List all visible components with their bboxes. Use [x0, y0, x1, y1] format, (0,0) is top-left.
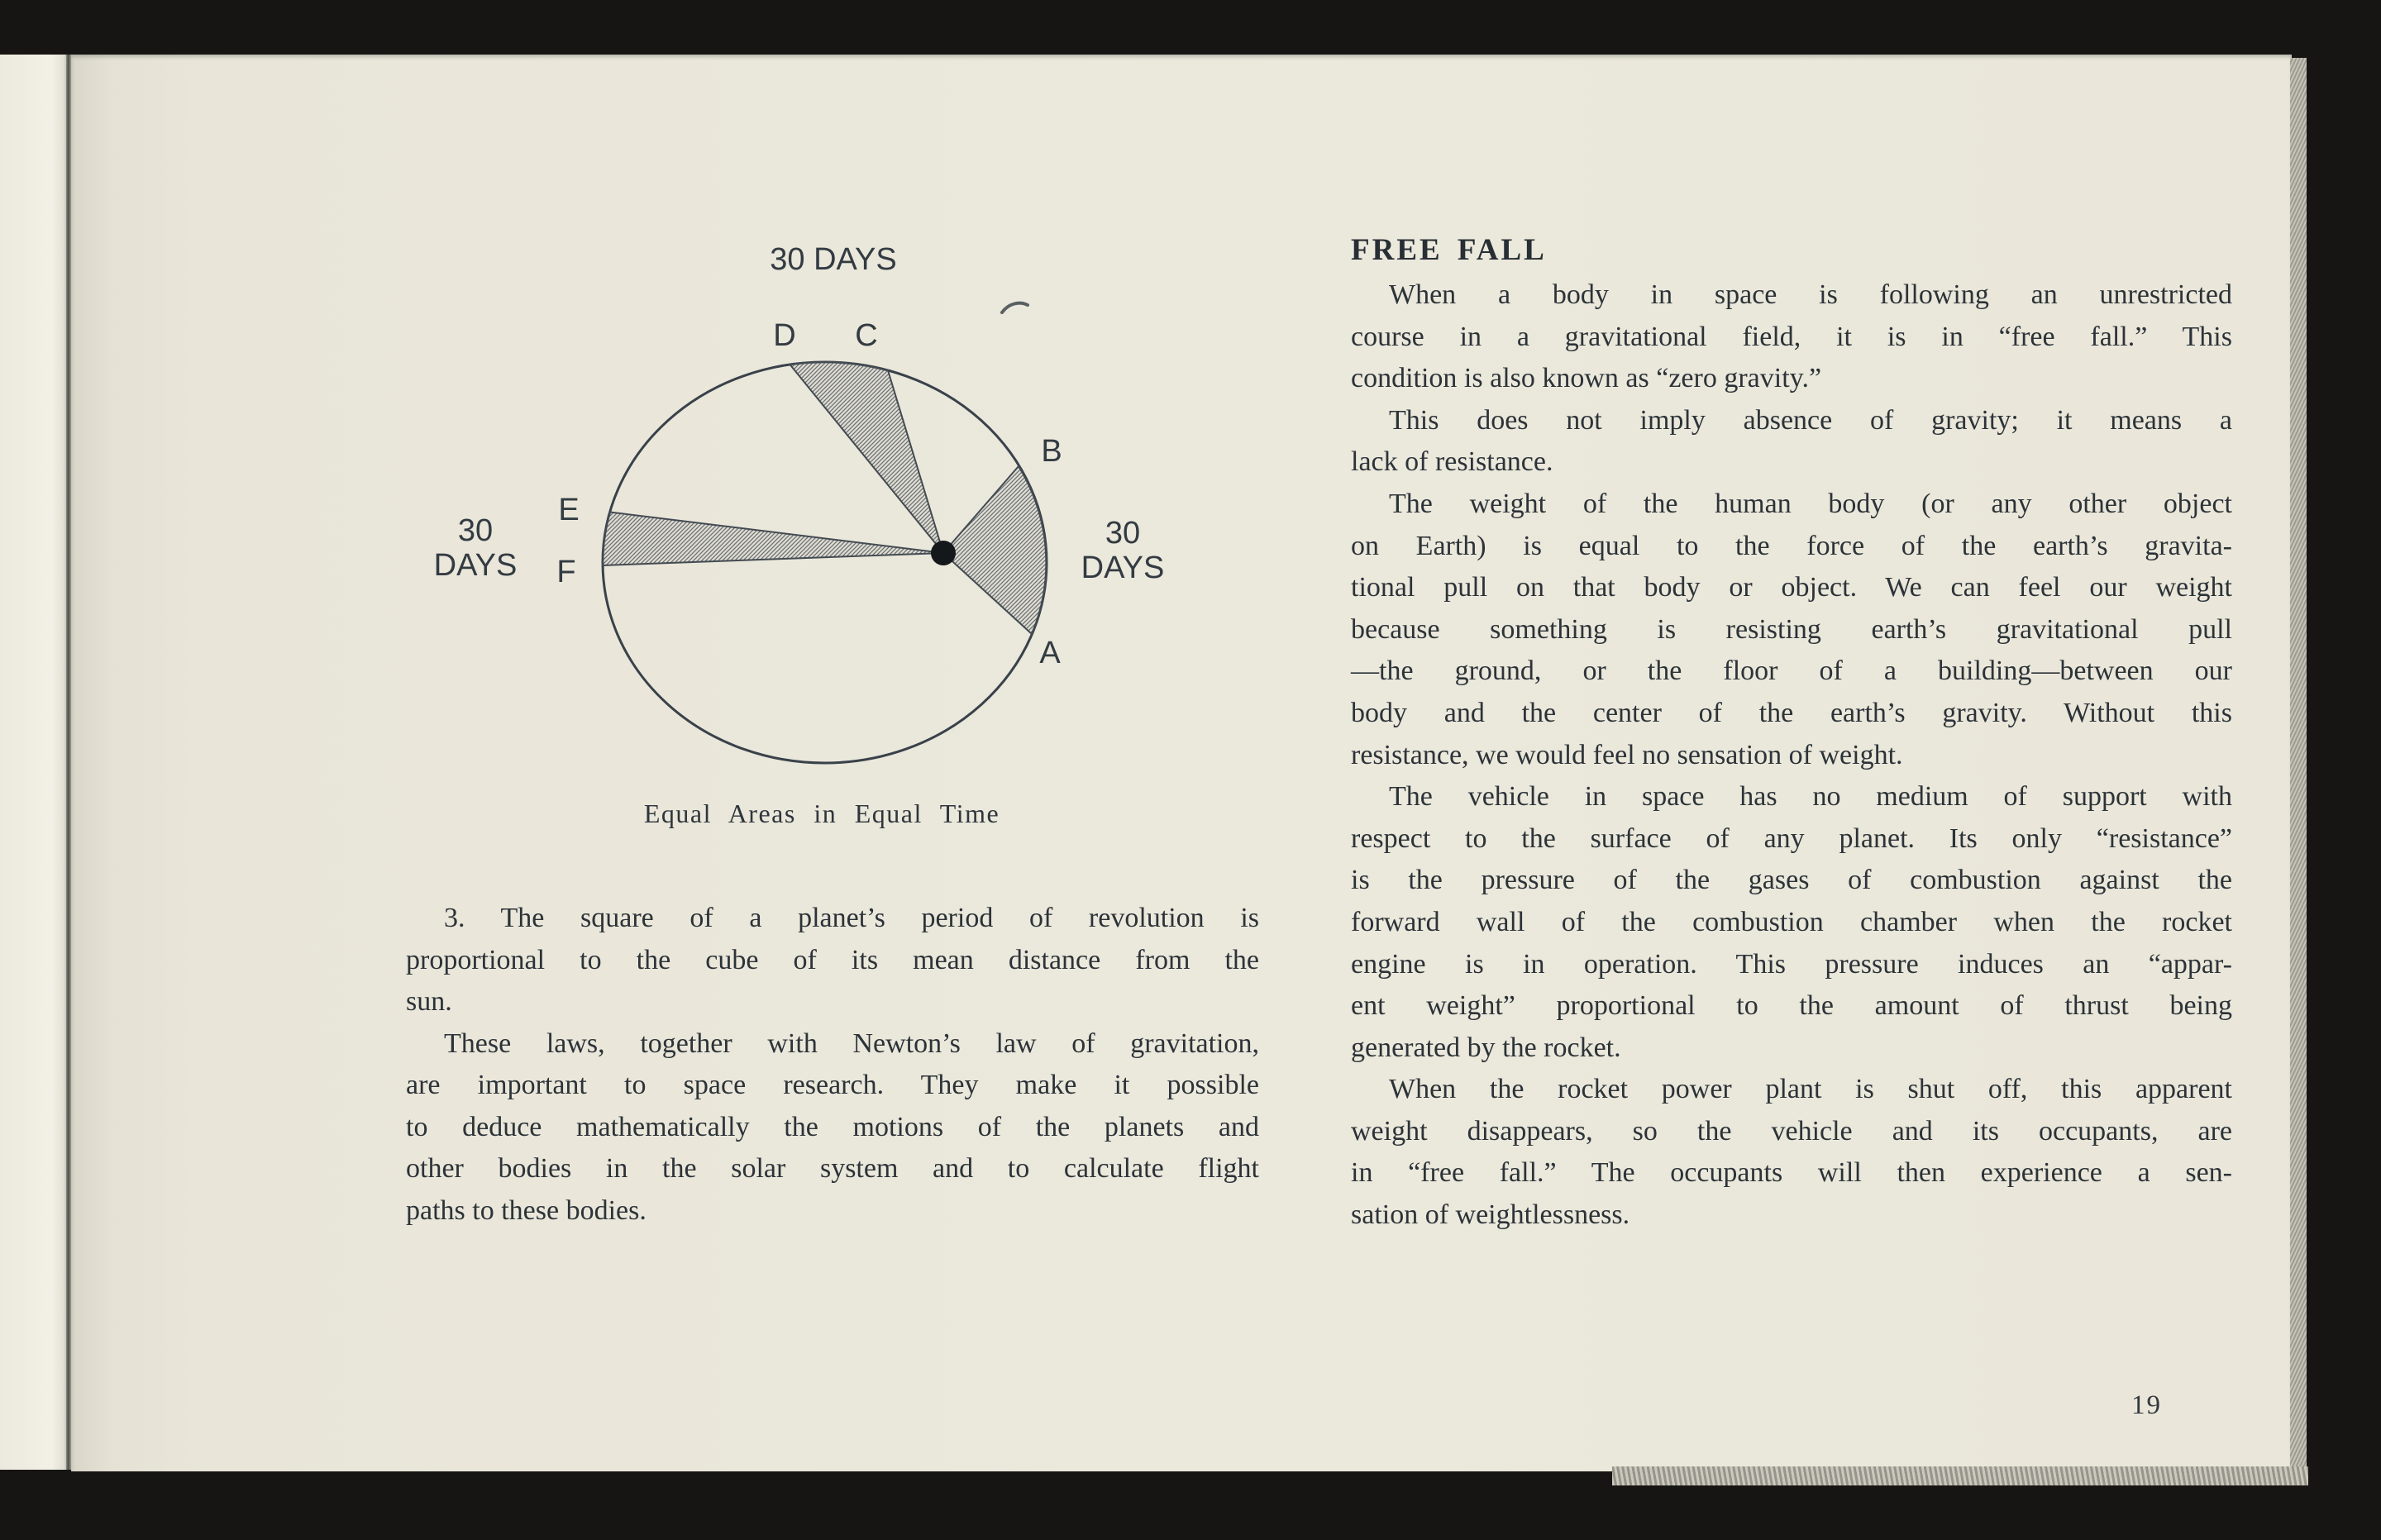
point-label-c: C — [855, 318, 878, 353]
left-column-text — [406, 898, 1259, 1232]
text-line: engine is in operation. This pressure induces an “appar- — [1351, 948, 2232, 980]
label-30-left-line2: DAYS — [433, 548, 518, 583]
section-heading: FREE FALL — [1351, 233, 1547, 267]
text-line: paths to these bodies. — [406, 1194, 647, 1226]
facing-page-edge — [0, 55, 66, 1470]
text-line: —the ground, or the floor of a building—between our — [1351, 656, 2232, 687]
text-line: This does not imply absence of gravity; it means a — [1389, 404, 2232, 436]
text-line: sun. — [406, 986, 452, 1017]
text-line: is the pressure of the gases of combustion against the — [1351, 865, 2232, 896]
text-line: When a body in space is following an unrestricted — [1389, 279, 2232, 310]
text-line: 3. The square of a planet’s period of revolution is — [444, 903, 1259, 933]
text-line: When the rocket power plant is shut off, this apparent — [1389, 1074, 2232, 1105]
text-line: condition is also known as “zero gravity.” — [1351, 363, 1822, 394]
text-line: These laws, together with Newton’s law of gravitation, — [444, 1027, 1259, 1059]
sector-ab — [943, 466, 1046, 634]
text-line: on Earth) is equal to the force of the earth’s gravita- — [1351, 530, 2232, 561]
text-line: course in a gravitational field, it is in “free fall.” This — [1351, 321, 2232, 352]
label-30-right-line2: DAYS — [1081, 551, 1165, 585]
sun-dot — [931, 541, 956, 565]
text-line: to deduce mathematically the motions of the planets and — [406, 1111, 1259, 1142]
point-label-a: A — [1039, 636, 1061, 670]
text-line: body and the center of the earth’s gravity. Without this — [1351, 697, 2232, 728]
text-line: ent weight” proportional to the amount of thrust being — [1351, 990, 2232, 1022]
label-30-days-top: 30 DAYS — [770, 242, 897, 277]
scan-artifact-mark — [1002, 303, 1028, 312]
text-line: weight disappears, so the vehicle and its occupants, are — [1351, 1115, 2232, 1147]
text-line: other bodies in the solar system and to calculate flight — [406, 1153, 1259, 1184]
text-line: because something is resisting earth’s gravitational pull — [1351, 613, 2232, 645]
sector-cd — [790, 362, 944, 553]
text-line: proportional to the cube of its mean distance from the — [406, 944, 1259, 975]
point-label-d: D — [773, 318, 796, 353]
point-label-f: F — [556, 555, 576, 589]
text-line: tional pull on that body or object. We can feel our weight — [1351, 572, 2232, 603]
text-line: forward wall of the combustion chamber when the rocket — [1351, 906, 2232, 937]
page-number: 19 — [2131, 1390, 2162, 1420]
page-fore-edge-bottom — [1612, 1466, 2308, 1485]
equal-areas-diagram — [418, 207, 1229, 794]
text-line: The weight of the human body (or any other object — [1389, 488, 2232, 519]
diagram-caption: Equal Areas in Equal Time — [643, 799, 1000, 828]
text-line: are important to space research. They make it possible — [406, 1070, 1259, 1100]
page-fore-edge-right — [2290, 58, 2307, 1481]
text-line: in “free fall.” The occupants will then experience a sen- — [1351, 1157, 2232, 1189]
sector-ef — [603, 513, 943, 566]
text-line: generated by the rocket. — [1351, 1032, 1621, 1063]
book-page — [71, 55, 2292, 1471]
label-30-left-line1: 30 — [457, 513, 494, 548]
text-line: resistance, we would feel no sensation of weight. — [1351, 739, 1903, 770]
right-column-text — [1351, 274, 2232, 1237]
text-line: respect to the surface of any planet. Its only “resistance” — [1351, 822, 2232, 854]
point-label-e: E — [558, 493, 580, 527]
text-line: sation of weightlessness. — [1351, 1199, 1630, 1231]
text-line: lack of resistance. — [1351, 446, 1553, 478]
point-label-b: B — [1041, 434, 1062, 469]
text-line: The vehicle in space has no medium of support with — [1389, 781, 2232, 813]
label-30-right-line1: 30 — [1105, 516, 1141, 551]
